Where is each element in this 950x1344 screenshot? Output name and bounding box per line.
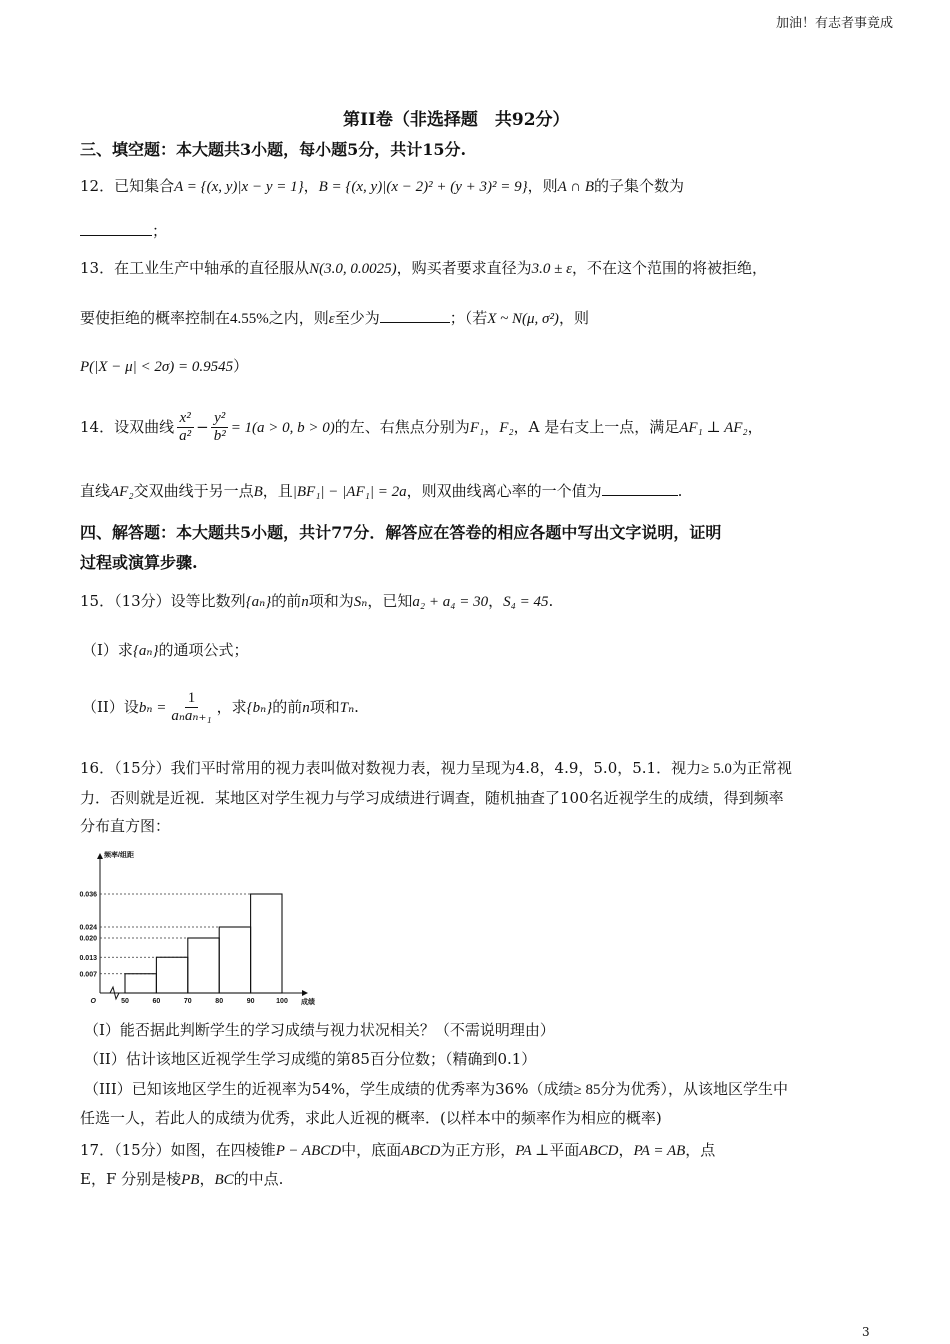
y-tick-label: 0.036	[79, 891, 97, 899]
x-axis-label: 成绩	[301, 999, 315, 1006]
q15-text-5: ，	[488, 592, 504, 610]
y-axis-label: 频率/组距	[104, 852, 134, 859]
q14-text-4: ，	[747, 417, 763, 436]
q12-text-2: ，则	[527, 177, 558, 195]
question-13-line2	[80, 309, 589, 328]
y-tick-label: 0.013	[79, 954, 97, 962]
q14-fraction-x-den: a²	[179, 428, 192, 445]
q17-text-1e: ，	[618, 1141, 634, 1159]
q17-text-1c: 为正方形，	[440, 1141, 516, 1159]
q14-minus: −	[196, 417, 209, 436]
q15-part2-text-4: .	[354, 697, 359, 716]
q14-text-3: ，A 是右支上一点，满足	[513, 417, 680, 436]
y-tick-label: 0.007	[79, 971, 97, 979]
x-axis-arrow	[302, 990, 308, 996]
q15-text-3: 项和为	[308, 592, 354, 610]
q12-end: ；	[152, 222, 168, 240]
question-13-line1	[80, 259, 767, 278]
x-tick-label: 70	[183, 998, 192, 1005]
q17-text-1d: 平面	[549, 1141, 580, 1159]
q16-threshold: ≥ 5.0	[701, 761, 732, 777]
question-16-part3	[84, 1080, 788, 1099]
q15-part2-fraction-den: aₙaₙ₊₁	[171, 708, 212, 725]
histogram-bar	[125, 974, 156, 993]
q16-part3-text-a: （III）已知该地区学生的近视率为54%，学生成绩的优秀率为36%（成绩	[84, 1080, 574, 1098]
q13-text-9: ）	[233, 357, 249, 375]
header-slogan: 加油！有志者事竟成	[776, 16, 894, 31]
q17-text-2c: 的中点.	[233, 1170, 284, 1188]
q13-x-dist: X ~ N(μ, σ²)	[487, 311, 559, 327]
question-17-line2	[80, 1170, 283, 1189]
q15-text-4: ，已知	[367, 592, 413, 610]
q12-intersection: A ∩ B	[557, 179, 595, 195]
x-tick-label: 100	[276, 998, 288, 1005]
q13-text-7: ；（若	[449, 309, 488, 327]
q16-text-1a: 16．（15分）我们平时常用的视力表叫做对数视力表，视力呈现为4.8，4.9，5.0，5.1．视力	[80, 759, 702, 777]
q15-part2-bn: bₙ =	[138, 699, 167, 716]
q17-text-2a: E，F 分别是棱	[80, 1170, 182, 1188]
question-16-line1	[80, 759, 792, 778]
histogram-bar	[219, 927, 250, 993]
question-16-line2: 力．否则就是近视．某地区对学生视力与学习成绩进行调查，随机抽查了100名近视学生的成绩，得到频率	[80, 789, 784, 807]
q14-end: .	[677, 482, 683, 500]
origin-label: O	[90, 998, 96, 1005]
q15-condition-2: S₄ = 45	[503, 594, 549, 610]
q14-equation: |BF₁| − |AF₁| = 2a	[292, 484, 407, 500]
page-number: 3	[862, 1325, 870, 1339]
q13-answer-blank	[380, 322, 450, 323]
q15-sn: Sₙ	[353, 594, 368, 610]
part-title: 第II卷（非选择题 共92分）	[343, 110, 570, 130]
q12-set-a: A = {(x, y)|x − y = 1}	[174, 179, 304, 195]
q15-n: n	[301, 594, 309, 610]
q13-text-6: 至少为	[334, 309, 380, 327]
q14-f2: F₂	[499, 419, 514, 436]
q14-fraction-y-den: b²	[213, 428, 226, 445]
q13-text-3: ，不在这个范围的将被拒绝，	[572, 259, 768, 277]
q14-fraction-y-num: y²	[211, 410, 228, 428]
q15-sequence: {aₙ}	[245, 594, 272, 610]
q15-part2-tn: Tₙ	[339, 699, 355, 716]
histogram-bar	[156, 957, 187, 993]
q13-percent: 4.55%	[230, 311, 269, 327]
q16-part3-text-c: 分为优秀），从该地区学生中	[600, 1080, 788, 1098]
histogram-bar	[251, 894, 282, 993]
q14-text-2: 的左、右焦点分别为	[334, 417, 470, 436]
q15-part1-label: （I）求	[82, 641, 133, 659]
q12-text-3: 的子集个数为	[594, 177, 685, 195]
question-17-line1	[80, 1141, 715, 1160]
q17-perpendicular: PA ⊥	[515, 1143, 550, 1159]
y-axis-arrow	[97, 853, 103, 859]
question-15-line1	[80, 592, 553, 611]
question-15-part1	[82, 641, 249, 660]
q17-edge-pb: PB	[181, 1172, 200, 1188]
q13-epsilon: ε	[328, 311, 335, 327]
question-13-line3	[80, 357, 248, 376]
q15-part2-n: n	[302, 699, 310, 716]
question-14-line2	[80, 482, 682, 501]
q15-part2-text-3: 项和	[309, 697, 340, 716]
q17-text-2b: ，	[199, 1170, 215, 1188]
q13-text: 在工业生产中轴承的直径服从	[114, 259, 310, 277]
question-14-line1	[80, 410, 763, 446]
histogram-bar	[188, 938, 219, 993]
q13-distribution: N(3.0, 0.0025)	[309, 261, 397, 277]
question-16-line3: 分布直方图：	[80, 817, 171, 835]
q17-text-1b: 中，底面	[341, 1141, 402, 1159]
q17-equal: PA = AB	[633, 1143, 686, 1159]
q14-number: 14．	[80, 417, 115, 436]
q13-text-5: 之内，则	[268, 309, 329, 327]
q14-text-5: 直线	[80, 482, 111, 500]
x-tick-label: 80	[215, 998, 224, 1005]
q15-number: 15．	[80, 592, 115, 610]
q14-text: 设双曲线	[114, 417, 175, 436]
question-16-part2: （II）估计该地区近视学生学习成缆的第85百分位数；（精确到0.1）	[84, 1050, 537, 1068]
q13-number: 13．	[80, 259, 115, 277]
q15-part2-text: ，求	[216, 697, 247, 716]
q14-af2: AF₂	[110, 484, 134, 500]
q14-fraction-y	[211, 410, 229, 446]
section4-title-line1: 四、解答题：本大题共5小题，共计77分．解答应在答卷的相应各题中写出文字说明，证明	[80, 523, 722, 542]
question-16-part1: （I）能否据此判断学生的学习成绩与视力状况相关？（不需说明理由）	[84, 1021, 555, 1039]
q16-part3-threshold: ≥ 85	[573, 1082, 601, 1098]
q14-point-b: B	[253, 484, 263, 500]
frequency-histogram	[70, 848, 370, 1008]
q15-part2-text-2: 的前	[272, 697, 303, 716]
q13-text-4: 要使拒绝的概率控制在	[80, 309, 231, 327]
q17-text-1a: 17．（15分）如图，在四棱锥	[80, 1141, 276, 1159]
q14-text-7: ，且	[262, 482, 293, 500]
q17-pyramid: P − ABCD	[275, 1143, 342, 1159]
q14-text-6: 交双曲线于另一点	[133, 482, 254, 500]
q15-condition-1: a₂ + a₄ = 30	[412, 594, 489, 610]
q17-plane: ABCD	[579, 1143, 619, 1159]
question-12-line1	[80, 177, 684, 196]
q12-answer-blank	[80, 235, 152, 236]
q15-part1-sequence: {aₙ}	[132, 643, 159, 659]
q15-part2-fraction	[168, 690, 214, 726]
q15-text-2: 的前	[271, 592, 302, 610]
question-15-part2	[82, 690, 359, 726]
q14-condition: = 1(a > 0, b > 0)	[230, 419, 335, 436]
q15-text: （13分）设等比数列	[114, 592, 246, 610]
q17-edge-bc: BC	[214, 1172, 234, 1188]
q14-perpendicular: AF₁ ⊥ AF₂	[679, 419, 748, 436]
question-16-part3-line2: 任选一人，若此人的成绩为优秀，求此人近视的概率．(以样本中的频率作为相应的概率)	[80, 1109, 662, 1127]
q15-part2-label: （II）设	[82, 697, 139, 716]
q13-text-8: ，则	[558, 309, 589, 327]
q13-text-2: ，购买者要求直径为	[396, 259, 532, 277]
question-12-line2	[80, 222, 167, 240]
section3-title: 三、填空题：本大题共3小题，每小题5分，共计15分.	[80, 140, 467, 159]
q13-probability: P(|X − μ| < 2σ) = 0.9545	[80, 359, 234, 375]
q17-base: ABCD	[401, 1143, 441, 1159]
q15-part2-fraction-num: 1	[185, 690, 199, 708]
q16-text-1c: 为正常视	[731, 759, 792, 777]
q15-part1-text: 的通项公式；	[158, 641, 249, 659]
q14-fraction-x-num: x²	[177, 410, 194, 428]
q12-sep: ，	[303, 177, 319, 195]
q12-number: 12．	[80, 177, 115, 195]
x-tick-label: 50	[121, 998, 129, 1005]
q12-text: 已知集合	[114, 177, 175, 195]
q15-part2-bset: {bₙ}	[246, 699, 273, 716]
x-tick-label: 60	[152, 998, 161, 1005]
q17-text-1f: ，点	[685, 1141, 716, 1159]
q14-f1: F₁	[469, 419, 485, 436]
q14-answer-blank	[602, 495, 678, 496]
q14-fraction-x	[176, 410, 194, 446]
q13-range: 3.0 ± ε	[531, 261, 573, 277]
q14-text-8: ，则双曲线离心率的一个值为	[406, 482, 602, 500]
q14-comma: ，	[484, 417, 500, 436]
q15-text-6: .	[548, 592, 554, 610]
x-tick-label: 90	[246, 998, 255, 1005]
section4-title-line2: 过程或演算步骤.	[80, 553, 198, 572]
q12-set-b: B = {(x, y)|(x − 2)² + (y + 3)² = 9}	[318, 179, 528, 195]
y-tick-label: 0.024	[79, 924, 97, 932]
y-tick-label: 0.020	[79, 935, 97, 943]
